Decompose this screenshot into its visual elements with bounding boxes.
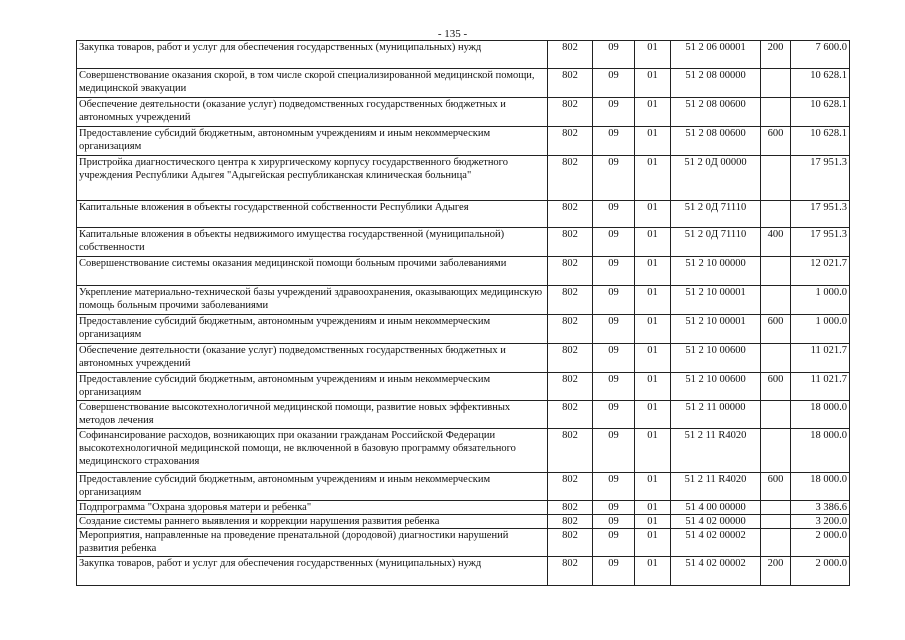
cell-subsection-code: 01 bbox=[635, 401, 671, 429]
cell-target-article-code: 51 2 11 00000 bbox=[671, 401, 761, 429]
cell-item-name: Предоставление субсидий бюджетным, автономным учреждениям и иным некоммерческим организациям bbox=[77, 315, 548, 344]
table-row bbox=[77, 228, 850, 257]
cell-department-code: 802 bbox=[548, 557, 593, 586]
cell-amount: 2 000.0 bbox=[791, 529, 850, 557]
cell-section-code: 09 bbox=[593, 286, 635, 315]
cell-item-name: Подпрограмма "Охрана здоровья матери и ребенка" bbox=[77, 501, 548, 515]
cell-expense-type-code bbox=[761, 286, 791, 315]
cell-subsection-code: 01 bbox=[635, 557, 671, 586]
table-row bbox=[77, 429, 850, 473]
cell-item-name: Предоставление субсидий бюджетным, автономным учреждениям и иным некоммерческим организациям bbox=[77, 373, 548, 401]
table-row bbox=[77, 41, 850, 69]
cell-department-code: 802 bbox=[548, 257, 593, 286]
cell-amount: 12 021.7 bbox=[791, 257, 850, 286]
cell-target-article-code: 51 4 02 00000 bbox=[671, 515, 761, 529]
cell-target-article-code: 51 2 0Д 00000 bbox=[671, 156, 761, 201]
table-row bbox=[77, 257, 850, 286]
cell-amount: 10 628.1 bbox=[791, 127, 850, 156]
cell-subsection-code: 01 bbox=[635, 156, 671, 201]
table-row bbox=[77, 127, 850, 156]
cell-amount: 11 021.7 bbox=[791, 373, 850, 401]
cell-item-name: Пристройка диагностического центра к хирургическому корпусу государственного бюджетного учреждения Республики Адыгея "Адыгейская республиканская клиническая больница" bbox=[77, 156, 548, 201]
cell-expense-type-code: 200 bbox=[761, 41, 791, 69]
cell-item-name: Софинансирование расходов, возникающих при оказании гражданам Российской Федерации высокотехнологичной медицинской помощи, не включенной в базовую программу обязательного медицинского страхования bbox=[77, 429, 548, 473]
cell-amount: 18 000.0 bbox=[791, 473, 850, 501]
table-row bbox=[77, 373, 850, 401]
cell-department-code: 802 bbox=[548, 127, 593, 156]
cell-amount: 1 000.0 bbox=[791, 315, 850, 344]
cell-subsection-code: 01 bbox=[635, 373, 671, 401]
cell-target-article-code: 51 2 10 00001 bbox=[671, 286, 761, 315]
cell-department-code: 802 bbox=[548, 429, 593, 473]
cell-amount: 17 951.3 bbox=[791, 201, 850, 228]
cell-target-article-code: 51 4 02 00002 bbox=[671, 529, 761, 557]
cell-expense-type-code bbox=[761, 515, 791, 529]
table-row bbox=[77, 501, 850, 515]
budget-table-body bbox=[77, 41, 850, 586]
cell-target-article-code: 51 2 10 00001 bbox=[671, 315, 761, 344]
cell-expense-type-code: 400 bbox=[761, 228, 791, 257]
cell-subsection-code: 01 bbox=[635, 127, 671, 156]
cell-section-code: 09 bbox=[593, 315, 635, 344]
cell-item-name: Капитальные вложения в объекты недвижимого имущества государственной (муниципальной) собственности bbox=[77, 228, 548, 257]
cell-expense-type-code: 600 bbox=[761, 127, 791, 156]
cell-subsection-code: 01 bbox=[635, 429, 671, 473]
cell-subsection-code: 01 bbox=[635, 257, 671, 286]
table-row bbox=[77, 201, 850, 228]
cell-item-name: Предоставление субсидий бюджетным, автономным учреждениям и иным некоммерческим организациям bbox=[77, 473, 548, 501]
cell-amount: 17 951.3 bbox=[791, 228, 850, 257]
cell-subsection-code: 01 bbox=[635, 529, 671, 557]
cell-target-article-code: 51 4 02 00002 bbox=[671, 557, 761, 586]
table-row bbox=[77, 473, 850, 501]
table-row bbox=[77, 557, 850, 586]
cell-subsection-code: 01 bbox=[635, 228, 671, 257]
cell-department-code: 802 bbox=[548, 473, 593, 501]
cell-subsection-code: 01 bbox=[635, 98, 671, 127]
cell-amount: 3 200.0 bbox=[791, 515, 850, 529]
cell-department-code: 802 bbox=[548, 201, 593, 228]
cell-section-code: 09 bbox=[593, 201, 635, 228]
cell-amount: 18 000.0 bbox=[791, 401, 850, 429]
cell-item-name: Создание системы раннего выявления и коррекции нарушения развития ребенка bbox=[77, 515, 548, 529]
cell-subsection-code: 01 bbox=[635, 501, 671, 515]
cell-subsection-code: 01 bbox=[635, 515, 671, 529]
cell-expense-type-code bbox=[761, 401, 791, 429]
cell-expense-type-code bbox=[761, 257, 791, 286]
cell-subsection-code: 01 bbox=[635, 344, 671, 373]
cell-subsection-code: 01 bbox=[635, 286, 671, 315]
cell-expense-type-code bbox=[761, 529, 791, 557]
cell-amount: 1 000.0 bbox=[791, 286, 850, 315]
cell-amount: 7 600.0 bbox=[791, 41, 850, 69]
cell-department-code: 802 bbox=[548, 315, 593, 344]
cell-department-code: 802 bbox=[548, 401, 593, 429]
cell-department-code: 802 bbox=[548, 69, 593, 98]
cell-expense-type-code bbox=[761, 201, 791, 228]
cell-target-article-code: 51 2 10 00000 bbox=[671, 257, 761, 286]
table-row bbox=[77, 69, 850, 98]
budget-table bbox=[76, 40, 850, 586]
cell-target-article-code: 51 4 00 00000 bbox=[671, 501, 761, 515]
cell-item-name: Закупка товаров, работ и услуг для обеспечения государственных (муниципальных) нужд bbox=[77, 41, 548, 69]
cell-section-code: 09 bbox=[593, 373, 635, 401]
cell-target-article-code: 51 2 11 R4020 bbox=[671, 429, 761, 473]
cell-department-code: 802 bbox=[548, 228, 593, 257]
cell-section-code: 09 bbox=[593, 127, 635, 156]
cell-target-article-code: 51 2 10 00600 bbox=[671, 373, 761, 401]
cell-item-name: Предоставление субсидий бюджетным, автономным учреждениям и иным некоммерческим организациям bbox=[77, 127, 548, 156]
cell-amount: 10 628.1 bbox=[791, 98, 850, 127]
cell-section-code: 09 bbox=[593, 98, 635, 127]
cell-item-name: Совершенствование системы оказания медицинской помощи больным прочими заболеваниями bbox=[77, 257, 548, 286]
cell-item-name: Мероприятия, направленные на проведение пренатальной (дородовой) диагностики нарушений развития ребенка bbox=[77, 529, 548, 557]
cell-expense-type-code bbox=[761, 429, 791, 473]
cell-expense-type-code bbox=[761, 98, 791, 127]
cell-expense-type-code: 600 bbox=[761, 315, 791, 344]
cell-target-article-code: 51 2 10 00600 bbox=[671, 344, 761, 373]
table-row bbox=[77, 515, 850, 529]
cell-department-code: 802 bbox=[548, 41, 593, 69]
cell-section-code: 09 bbox=[593, 529, 635, 557]
table-row bbox=[77, 401, 850, 429]
cell-subsection-code: 01 bbox=[635, 41, 671, 69]
table-row bbox=[77, 286, 850, 315]
cell-target-article-code: 51 2 08 00000 bbox=[671, 69, 761, 98]
cell-section-code: 09 bbox=[593, 228, 635, 257]
cell-department-code: 802 bbox=[548, 515, 593, 529]
cell-section-code: 09 bbox=[593, 69, 635, 98]
cell-amount: 18 000.0 bbox=[791, 429, 850, 473]
cell-department-code: 802 bbox=[548, 344, 593, 373]
cell-department-code: 802 bbox=[548, 501, 593, 515]
page-number: - 135 - bbox=[437, 28, 468, 40]
cell-section-code: 09 bbox=[593, 515, 635, 529]
cell-amount: 17 951.3 bbox=[791, 156, 850, 201]
cell-item-name: Совершенствование высокотехнологичной медицинской помощи, развитие новых эффективных методов лечения bbox=[77, 401, 548, 429]
cell-item-name: Обеспечение деятельности (оказание услуг) подведомственных государственных бюджетных и автономных учреждений bbox=[77, 98, 548, 127]
cell-department-code: 802 bbox=[548, 529, 593, 557]
table-row bbox=[77, 98, 850, 127]
cell-item-name: Совершенствование оказания скорой, в том числе скорой специализированной медицинской помощи, медицинской эвакуации bbox=[77, 69, 548, 98]
cell-expense-type-code bbox=[761, 69, 791, 98]
cell-section-code: 09 bbox=[593, 401, 635, 429]
cell-section-code: 09 bbox=[593, 257, 635, 286]
cell-item-name: Обеспечение деятельности (оказание услуг) подведомственных государственных бюджетных и автономных учреждений bbox=[77, 344, 548, 373]
cell-item-name: Укрепление материально-технической базы учреждений здравоохранения, оказывающих медицинскую помощь больным прочими заболеваниями bbox=[77, 286, 548, 315]
table-row bbox=[77, 529, 850, 557]
table-row bbox=[77, 156, 850, 201]
cell-department-code: 802 bbox=[548, 286, 593, 315]
cell-amount: 10 628.1 bbox=[791, 69, 850, 98]
cell-target-article-code: 51 2 0Д 71110 bbox=[671, 201, 761, 228]
cell-target-article-code: 51 2 08 00600 bbox=[671, 98, 761, 127]
cell-section-code: 09 bbox=[593, 557, 635, 586]
cell-amount: 3 386.6 bbox=[791, 501, 850, 515]
cell-section-code: 09 bbox=[593, 344, 635, 373]
cell-item-name: Закупка товаров, работ и услуг для обеспечения государственных (муниципальных) нужд bbox=[77, 557, 548, 586]
cell-section-code: 09 bbox=[593, 41, 635, 69]
cell-section-code: 09 bbox=[593, 429, 635, 473]
cell-target-article-code: 51 2 06 00001 bbox=[671, 41, 761, 69]
cell-section-code: 09 bbox=[593, 473, 635, 501]
cell-item-name: Капитальные вложения в объекты государственной собственности Республики Адыгея bbox=[77, 201, 548, 228]
cell-department-code: 802 bbox=[548, 98, 593, 127]
cell-expense-type-code: 600 bbox=[761, 373, 791, 401]
cell-target-article-code: 51 2 11 R4020 bbox=[671, 473, 761, 501]
table-row bbox=[77, 344, 850, 373]
cell-expense-type-code bbox=[761, 344, 791, 373]
cell-amount: 11 021.7 bbox=[791, 344, 850, 373]
cell-subsection-code: 01 bbox=[635, 69, 671, 98]
cell-section-code: 09 bbox=[593, 501, 635, 515]
cell-subsection-code: 01 bbox=[635, 315, 671, 344]
cell-target-article-code: 51 2 08 00600 bbox=[671, 127, 761, 156]
cell-subsection-code: 01 bbox=[635, 473, 671, 501]
cell-expense-type-code bbox=[761, 501, 791, 515]
cell-expense-type-code: 600 bbox=[761, 473, 791, 501]
cell-department-code: 802 bbox=[548, 373, 593, 401]
cell-department-code: 802 bbox=[548, 156, 593, 201]
cell-expense-type-code: 200 bbox=[761, 557, 791, 586]
table-row bbox=[77, 315, 850, 344]
cell-section-code: 09 bbox=[593, 156, 635, 201]
cell-subsection-code: 01 bbox=[635, 201, 671, 228]
cell-expense-type-code bbox=[761, 156, 791, 201]
cell-target-article-code: 51 2 0Д 71110 bbox=[671, 228, 761, 257]
cell-amount: 2 000.0 bbox=[791, 557, 850, 586]
